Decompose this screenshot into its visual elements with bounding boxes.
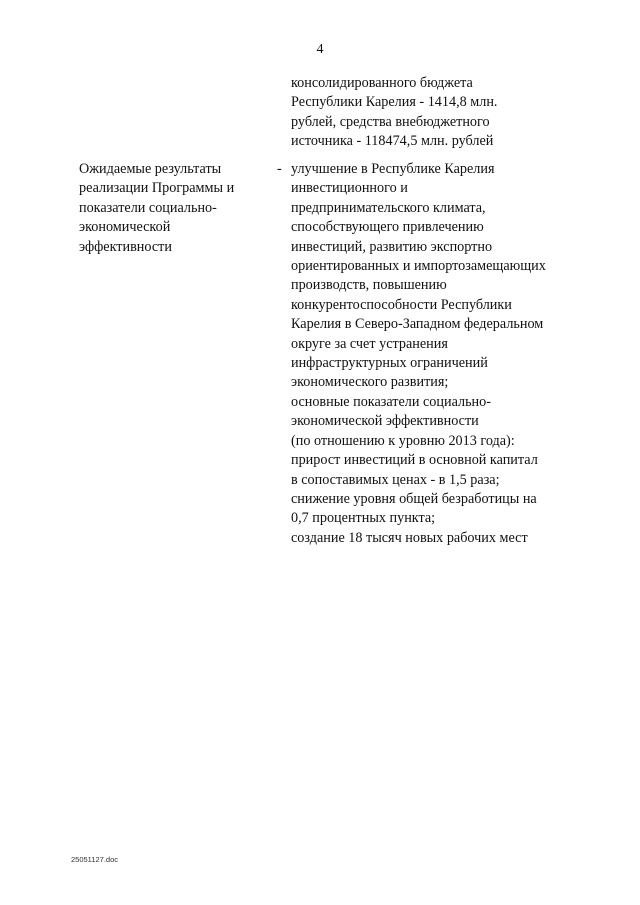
results-line: основные показатели социально- — [291, 393, 491, 410]
results-heading-line: эффективности — [79, 238, 172, 255]
results-line: 0,7 процентных пункта; — [291, 510, 436, 527]
results-line: создание 18 тысяч новых рабочих мест — [291, 529, 528, 546]
results-line: экономической эффективности — [291, 413, 479, 430]
results-heading-line: Ожидаемые результаты — [79, 161, 222, 177]
results-text-block — [291, 160, 581, 548]
results-dash: - — [277, 161, 282, 177]
results-heading-line: показатели социально- — [79, 199, 217, 216]
funding-line: источника - 118474,5 млн. рублей — [291, 133, 494, 150]
results-line: предпринимательского климата, — [291, 199, 486, 216]
funding-line: Республики Карелия - 1414,8 млн. — [291, 94, 498, 111]
funding-text-block — [291, 74, 581, 152]
results-line: инфраструктурных ограничений — [291, 355, 488, 372]
results-line: снижение уровня общей безработицы на — [291, 490, 537, 507]
results-line: Карелия в Северо-Западном федеральном — [291, 316, 544, 333]
footer-filename: 25051127.doc — [71, 855, 118, 864]
results-line: улучшение в Республике Карелия — [291, 161, 495, 177]
results-line: прирост инвестиций в основной капитал — [291, 452, 538, 469]
page-number: 4 — [316, 42, 324, 57]
results-line: (по отношению к уровню 2013 года): — [291, 432, 515, 449]
results-line: ориентированных и импортозамещающих — [291, 258, 546, 275]
results-line: в сопоставимых ценах - в 1,5 раза; — [291, 471, 500, 488]
funding-line: консолидированного бюджета — [291, 75, 473, 91]
results-line: инвестиционного и — [291, 180, 408, 197]
results-line: инвестиций, развитию экспортно — [291, 238, 493, 255]
results-heading-line: реализации Программы и — [79, 180, 235, 197]
results-line: экономического развития; — [291, 374, 449, 391]
results-line: способствующего привлечению — [291, 219, 484, 236]
results-line: конкурентоспособности Республики — [291, 296, 512, 313]
funding-line: рублей, средства внебюджетного — [291, 113, 490, 130]
results-heading-line: экономической — [79, 219, 171, 236]
results-line: производств, повышению — [291, 277, 447, 294]
results-line: округе за счет устранения — [291, 335, 448, 352]
results-heading — [79, 160, 269, 257]
